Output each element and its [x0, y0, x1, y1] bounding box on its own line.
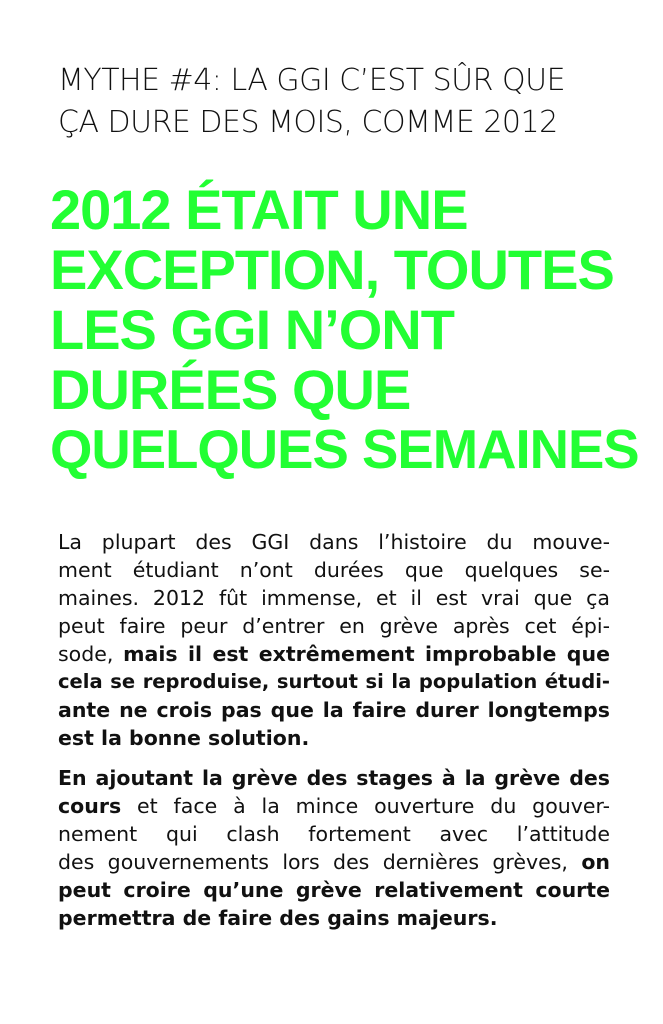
myth-title-line: MYTHE #4: LA GGI C’EST SÛR QUE [58, 63, 566, 98]
paragraph-2 [58, 764, 610, 932]
headline [50, 180, 640, 480]
paragraph-bold-line: est la bonne solution. [58, 726, 310, 750]
paragraph-bold-line: peut croire qu’une grève relativement courte [58, 878, 610, 902]
paragraph-line: La plupart des GGI dans l’histoire du mouve- [58, 530, 610, 554]
paragraph-text: des gouvernements lors des dernières grèves, [58, 850, 582, 874]
paragraph-line [58, 792, 610, 820]
paragraph-text: sode, [58, 642, 124, 666]
body-text [58, 528, 610, 944]
myth-title-line: ÇA DURE DES MOIS, COMME 2012 [58, 105, 558, 140]
paragraph-line: peut faire peur d’entrer en grève après cet épi- [58, 614, 610, 638]
paragraph-text: et face à la mince ouverture du gouver- [121, 794, 610, 818]
paragraph-bold-line: permettra de faire des gains majeurs. [58, 906, 498, 930]
paragraph-bold-text: cours [58, 794, 122, 818]
paragraph-line [58, 848, 610, 876]
paragraph-line: maines. 2012 fût immense, et il est vrai que ça [58, 586, 610, 610]
headline-line: LES GGI N’ONT [50, 298, 454, 361]
paragraph-line: nement qui clash fortement avec l’attitude [58, 822, 610, 846]
headline-line: DURÉES QUE [50, 358, 411, 421]
paragraph-bold-line: ante ne crois pas que la faire durer longtemps [58, 698, 610, 722]
paragraph-line [58, 640, 610, 668]
headline-line: 2012 ÉTAIT UNE [50, 178, 468, 241]
headline-line: QUELQUES SEMAINES [50, 419, 639, 480]
paragraph-1 [58, 528, 610, 752]
myth-title [58, 60, 618, 144]
paragraph-bold-line: En ajoutant la grève des stages à la grève des [58, 766, 610, 790]
paragraph-bold-text: on [581, 850, 610, 874]
paragraph-bold-line: cela se reproduise, surtout si la population étudi- [58, 670, 610, 693]
paragraph-line: ment étudiant n’ont durées que quelques se- [58, 558, 610, 582]
paragraph-bold-text: mais il est extrêmement improbable que [123, 642, 610, 666]
headline-line: EXCEPTION, TOUTES [50, 238, 614, 301]
